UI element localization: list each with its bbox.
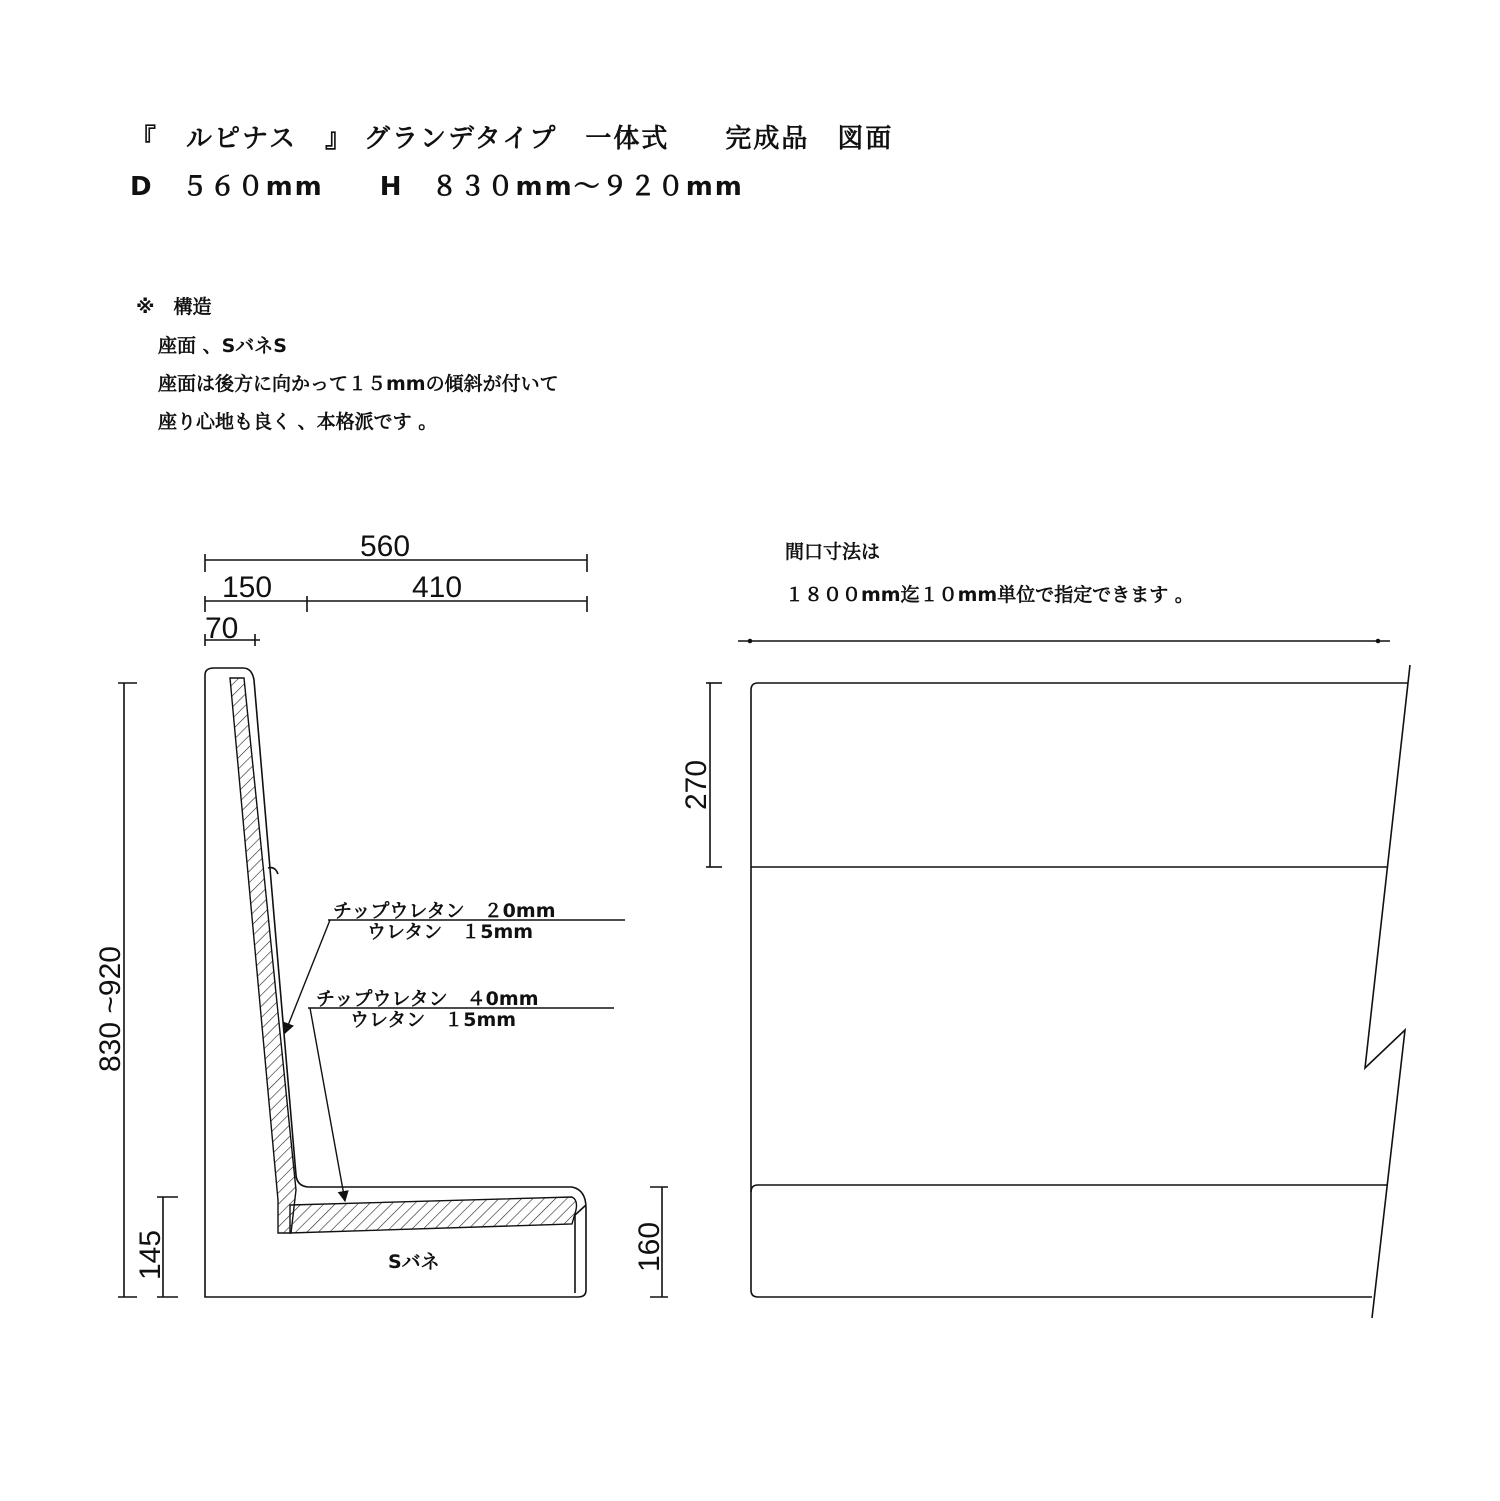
width-note-1: 間口寸法は (785, 541, 881, 563)
dimension-lines-left (118, 683, 178, 1297)
back-foam-layer (230, 678, 296, 1233)
label-back-chip-urethane: チップウレタン ２0mm (333, 900, 556, 922)
label-seat-chip-urethane: チップウレタン ４0mm (316, 988, 539, 1010)
dim-back-top: 70 (205, 612, 239, 645)
dim-seat-height-right: 160 (633, 1221, 666, 1272)
dim-back-height: 270 (680, 759, 713, 810)
dimension-line-width (738, 640, 1390, 643)
seat-foam-layer (290, 1197, 577, 1233)
leader-arrow-back (285, 920, 330, 1033)
structure-heading: ※ 構造 (136, 296, 212, 318)
structure-note-3: 座り心地も良く 、本格派です 。 (158, 411, 438, 433)
overall-dimensions: D ５６０mm H ８３０mm～９２０mm (130, 172, 744, 202)
seat-top-line (751, 1185, 1387, 1192)
dim-seat-height-left: 145 (134, 1229, 167, 1280)
drawing-title: 『 ルピナス 』 グランデタイプ 一体式 完成品 図面 (130, 124, 894, 154)
dim-back-depth: 150 (222, 571, 273, 604)
width-note-2: １８００mm迄１０mm単位で指定できます 。 (785, 584, 1194, 606)
label-seat-urethane: ウレタン １5mm (350, 1009, 517, 1031)
dim-total-height: 830 ~920 (94, 946, 127, 1072)
structure-note-1: 座面 、SバネS (158, 335, 287, 357)
sofa-front-outline (751, 683, 1408, 1297)
break-line (1365, 665, 1410, 1318)
label-s-spring: Sバネ (388, 1251, 440, 1273)
label-back-urethane: ウレタン １5mm (367, 921, 534, 943)
leader-arrow-seat (310, 1008, 345, 1201)
structure-note-2: 座面は後方に向かって１５mmの傾斜が付いて (158, 373, 559, 395)
dim-total-depth: 560 (360, 530, 411, 563)
dim-seat-depth: 410 (412, 571, 463, 604)
